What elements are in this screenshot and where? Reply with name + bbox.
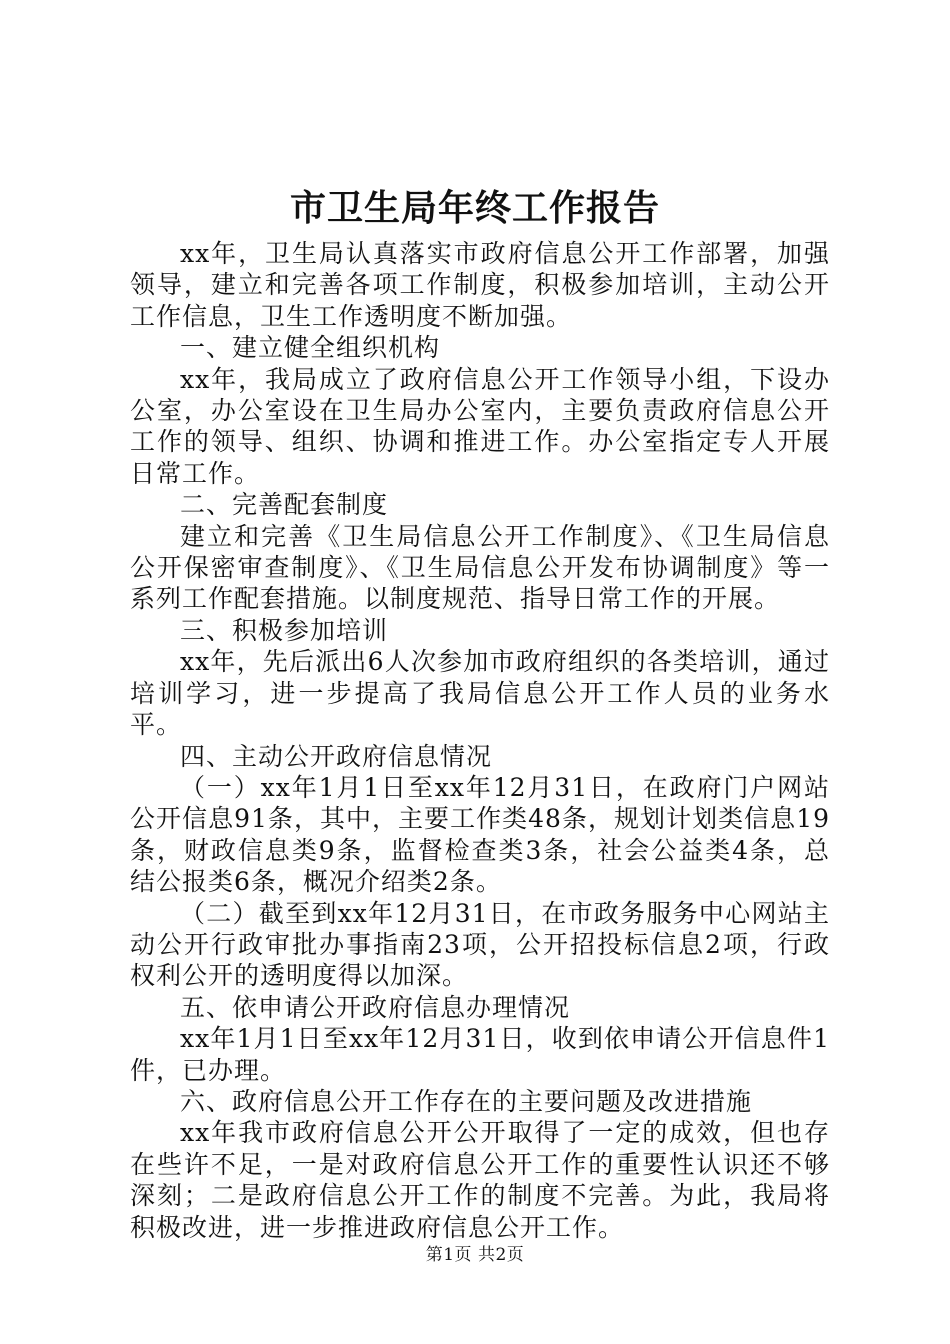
document-body: [130, 238, 830, 1243]
section-paragraph-3: xx年，先后派出6人次参加市政府组织的各类培训，通过培训学习，进一步提高了我局信息公开工作人员的业务水平。: [130, 647, 830, 740]
section-paragraph-2: 建立和完善《卫生局信息公开工作制度》、《卫生局信息公开保密审查制度》、《卫生局信息公开发布协调制度》等一系列工作配套措施。以制度规范、指导日常工作的开展。: [130, 521, 830, 614]
section-heading-6: 六、政府信息公开工作存在的主要问题及改进措施: [180, 1086, 753, 1116]
section-heading-1: 一、建立健全组织机构: [180, 333, 441, 363]
document-title: 市卫生局年终工作报告: [289, 187, 660, 229]
section-paragraph-4b: （二）截至到xx年12月31日，在市政务服务中心网站主动公开行政审批办事指南23项，公开招投标信息2项，行政权利公开的透明度得以加深。: [130, 898, 830, 991]
section-heading-4: 四、主动公开政府信息情况: [180, 741, 493, 771]
section-heading-2: 二、完善配套制度: [180, 490, 389, 520]
intro-paragraph: xx年，卫生局认真落实市政府信息公开工作部署，加强领导，建立和完善各项工作制度，积极参加培训，主动公开工作信息，卫生工作透明度不断加强。: [130, 239, 830, 331]
page-footer: 第1页 共2页: [425, 1245, 525, 1265]
section-heading-3: 三、积极参加培训: [180, 615, 389, 645]
section-paragraph-5: xx年1月1日至xx年12月31日，收到依申请公开信息件1件，已办理。: [130, 1024, 830, 1085]
section-paragraph-4a: （一）xx年1月1日至xx年12月31日，在政府门户网站公开信息91条，其中，主要工作类48条，规划计划类信息19条，财政信息类9条，监督检查类3条，社会公益类4条，总结公报类6条，概况介绍类2条。: [130, 772, 830, 897]
section-paragraph-1: xx年，我局成立了政府信息公开工作领导小组，下设办公室，办公室设在卫生局办公室内，主要负责政府信息公开工作的领导、组织、协调和推进工作。办公室指定专人开展日常工作。: [130, 364, 830, 488]
section-heading-5: 五、依申请公开政府信息办理情况: [180, 992, 571, 1022]
section-paragraph-6: xx年我市政府信息公开公开取得了一定的成效，但也存在些许不足，一是对政府信息公开工作的重要性认识还不够深刻；二是政府信息公开工作的制度不完善。为此，我局将积极改进，进一步推进政府信息公开工作。: [130, 1118, 830, 1242]
